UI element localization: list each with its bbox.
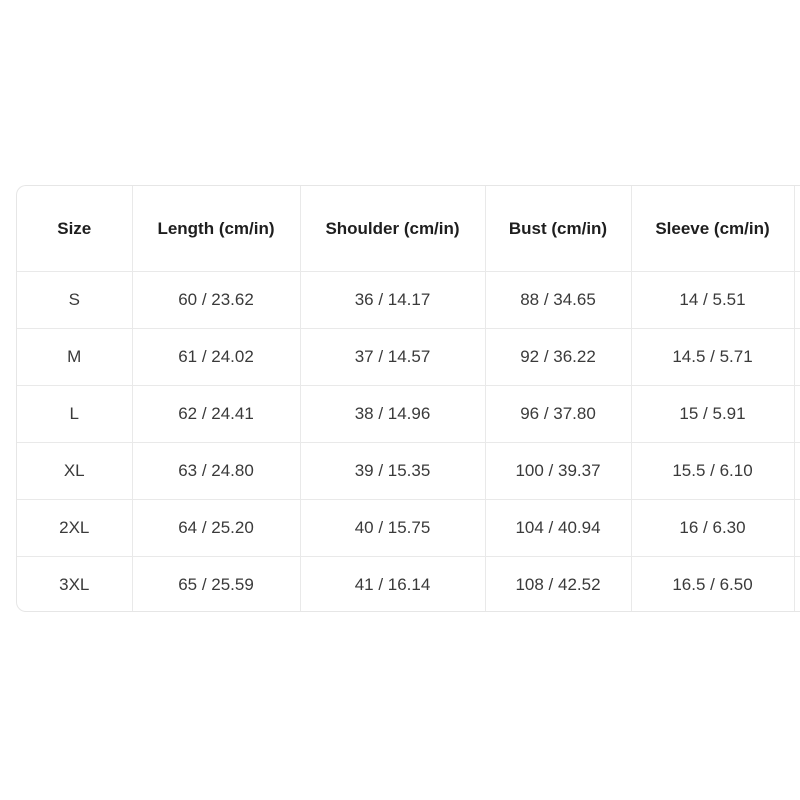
header-length: Length (cm/in) bbox=[132, 186, 300, 272]
cell-bust: 108 / 42.52 bbox=[485, 557, 631, 613]
cell-length: 61 / 24.02 bbox=[132, 329, 300, 386]
cell-bust: 100 / 39.37 bbox=[485, 443, 631, 500]
cell-length: 64 / 25.20 bbox=[132, 500, 300, 557]
table-row bbox=[17, 272, 800, 329]
cell-clipped bbox=[794, 500, 800, 557]
cell-bust: 92 / 36.22 bbox=[485, 329, 631, 386]
cell-size: 3XL bbox=[17, 557, 132, 613]
cell-clipped bbox=[794, 443, 800, 500]
size-table bbox=[17, 186, 800, 612]
header-size: Size bbox=[17, 186, 132, 272]
table-row bbox=[17, 386, 800, 443]
cell-length: 62 / 24.41 bbox=[132, 386, 300, 443]
cell-shoulder: 39 / 15.35 bbox=[300, 443, 485, 500]
cell-bust: 96 / 37.80 bbox=[485, 386, 631, 443]
table-row bbox=[17, 329, 800, 386]
cell-clipped bbox=[794, 329, 800, 386]
cell-clipped bbox=[794, 272, 800, 329]
header-sleeve: Sleeve (cm/in) bbox=[631, 186, 794, 272]
cell-bust: 88 / 34.65 bbox=[485, 272, 631, 329]
cell-shoulder: 41 / 16.14 bbox=[300, 557, 485, 613]
cell-sleeve: 15 / 5.91 bbox=[631, 386, 794, 443]
cell-shoulder: 38 / 14.96 bbox=[300, 386, 485, 443]
cell-bust: 104 / 40.94 bbox=[485, 500, 631, 557]
cell-size: M bbox=[17, 329, 132, 386]
cell-size: XL bbox=[17, 443, 132, 500]
cell-length: 65 / 25.59 bbox=[132, 557, 300, 613]
cell-sleeve: 14.5 / 5.71 bbox=[631, 329, 794, 386]
cell-size: L bbox=[17, 386, 132, 443]
cell-clipped bbox=[794, 557, 800, 613]
header-clipped bbox=[794, 186, 800, 272]
cell-clipped bbox=[794, 386, 800, 443]
table-row bbox=[17, 557, 800, 613]
header-shoulder: Shoulder (cm/in) bbox=[300, 186, 485, 272]
table-row bbox=[17, 443, 800, 500]
cell-sleeve: 14 / 5.51 bbox=[631, 272, 794, 329]
cell-sleeve: 16 / 6.30 bbox=[631, 500, 794, 557]
size-chart-table bbox=[16, 185, 800, 612]
cell-shoulder: 37 / 14.57 bbox=[300, 329, 485, 386]
header-bust: Bust (cm/in) bbox=[485, 186, 631, 272]
cell-size: S bbox=[17, 272, 132, 329]
cell-length: 63 / 24.80 bbox=[132, 443, 300, 500]
cell-size: 2XL bbox=[17, 500, 132, 557]
table-header-row bbox=[17, 186, 800, 272]
table-row bbox=[17, 500, 800, 557]
cell-sleeve: 16.5 / 6.50 bbox=[631, 557, 794, 613]
cell-shoulder: 36 / 14.17 bbox=[300, 272, 485, 329]
cell-length: 60 / 23.62 bbox=[132, 272, 300, 329]
cell-shoulder: 40 / 15.75 bbox=[300, 500, 485, 557]
cell-sleeve: 15.5 / 6.10 bbox=[631, 443, 794, 500]
